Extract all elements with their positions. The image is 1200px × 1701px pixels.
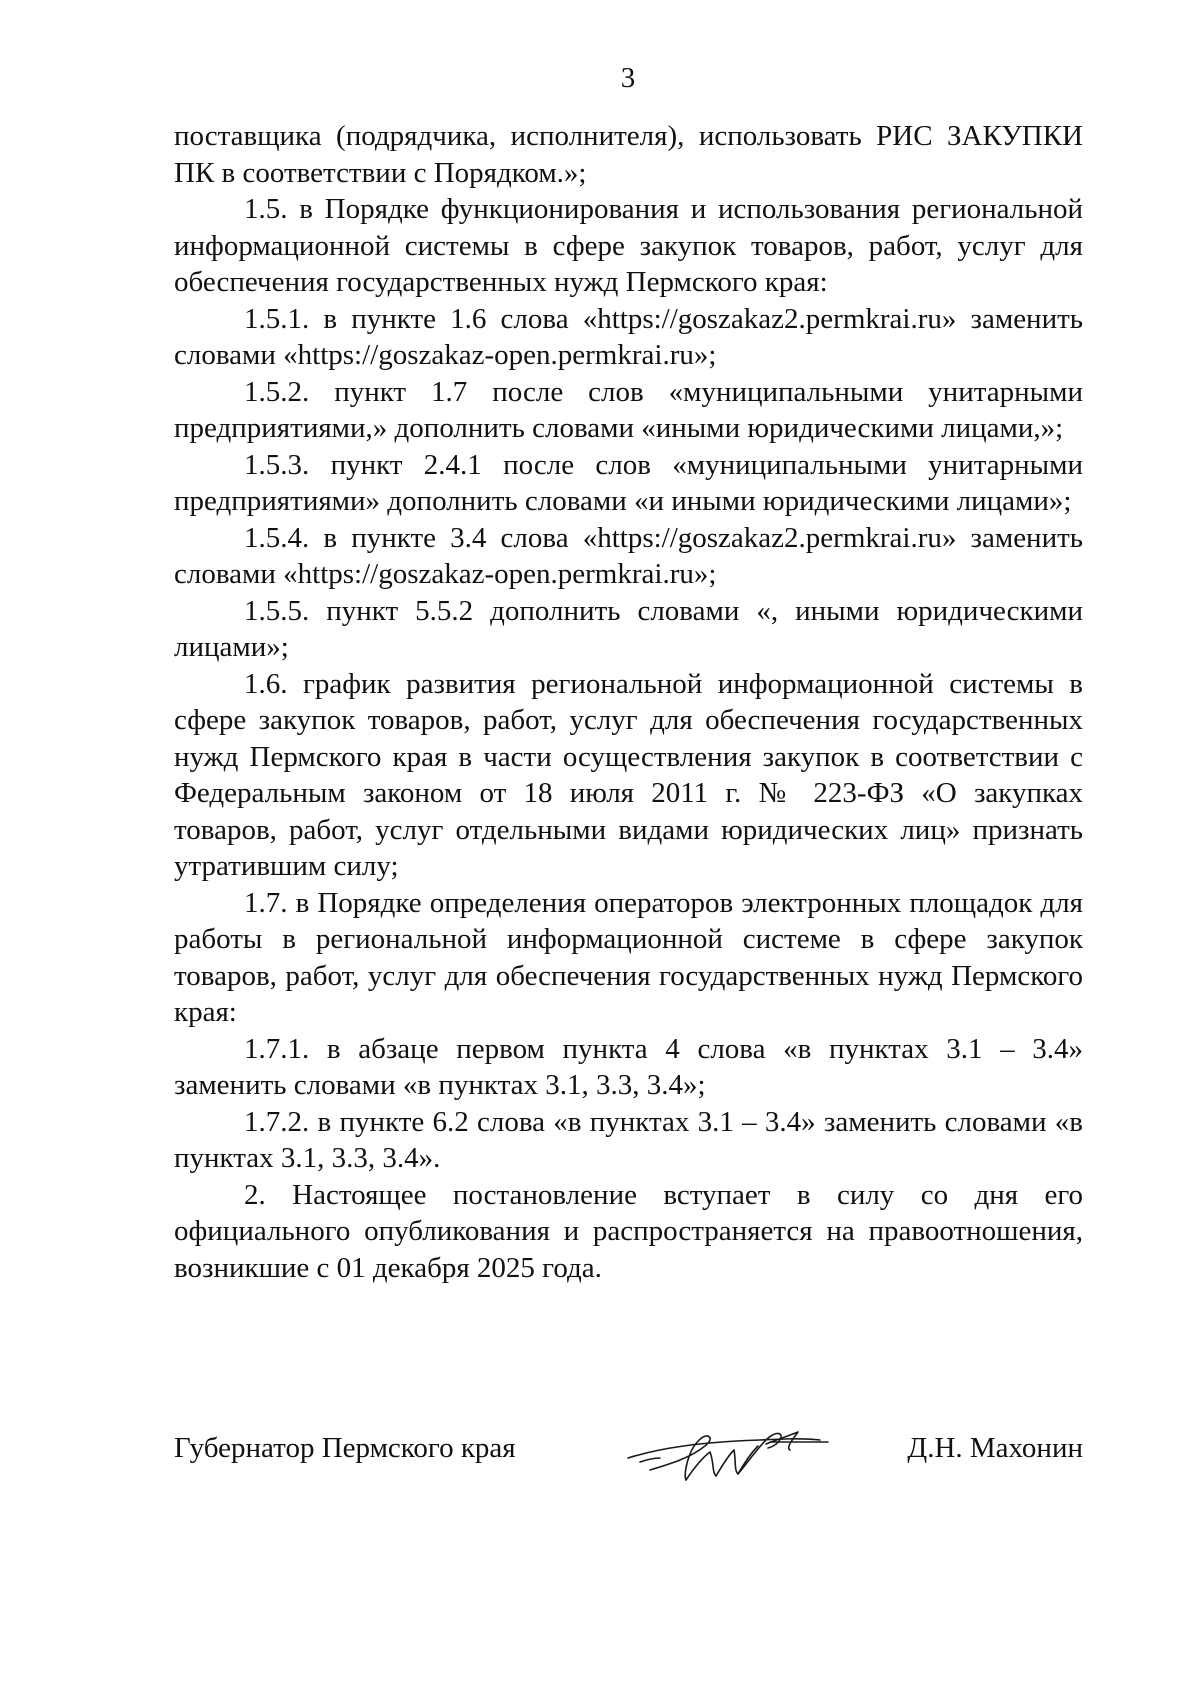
- paragraph-1-5: 1.5. в Порядке функционирования и использования региональной информационной системы в сфере закупок товаров, работ, услуг для обеспечения государственных нужд Пермского края:: [174, 193, 1083, 298]
- signature-block: [174, 1418, 1083, 1488]
- paragraph-1-7-2: 1.7.2. в пункте 6.2 слова «в пунктах 3.1 – 3.4» заменить словами «в пунктах 3.1, 3.3, 3.4».: [174, 1105, 1083, 1174]
- paragraph-1-6: 1.6. график развития региональной информационной системы в сфере закупок товаров, работ, услуг для обеспечения государственных нужд Пермского края в части осуществления закупок в соответствии с Федеральным законом от 18 июля 2011 г. № 223-ФЗ «О закупках товаров, работ, услуг отдельными видами юридических лиц» признать утратившим силу;: [174, 667, 1083, 882]
- paragraph-continuation: поставщика (подрядчика, исполнителя), использовать РИС ЗАКУПКИ ПК в соответствии с Порядком.»;: [174, 120, 1083, 189]
- document-body: [174, 118, 1083, 1286]
- page-number: 3: [620, 62, 636, 94]
- paragraph-1-7-1: 1.7.1. в абзаце первом пункта 4 слова «в пунктах 3.1 – 3.4» заменить словами «в пунктах 3.1, 3.3, 3.4»;: [174, 1032, 1083, 1101]
- paragraph-1-5-2: 1.5.2. пункт 1.7 после слов «муниципальными унитарными предприятиями,» дополнить словами «иными юридическими лицами,»;: [174, 375, 1083, 444]
- paragraph-2: 2. Настоящее постановление вступает в силу со дня его официального опубликования и распространяется на правоотношения, возникшие с 01 декабря 2025 года.: [174, 1178, 1083, 1284]
- paragraph-1-5-1: 1.5.1. в пункте 1.6 слова «https://goszakaz2.permkrai.ru» заменить словами «https://goszakaz-open.permkrai.ru»;: [174, 302, 1083, 371]
- paragraph-1-5-3: 1.5.3. пункт 2.4.1 после слов «муниципальными унитарными предприятиями» дополнить словами «и иными юридическими лицами»;: [174, 448, 1083, 517]
- paragraph-1-7: 1.7. в Порядке определения операторов электронных площадок для работы в региональной информационной системе в сфере закупок товаров, работ, услуг для обеспечения государственных нужд Пермского края:: [174, 886, 1083, 1028]
- paragraph-1-5-5: 1.5.5. пункт 5.5.2 дополнить словами «, иными юридическими лицами»;: [174, 594, 1083, 663]
- paragraph-1-5-4: 1.5.4. в пункте 3.4 слова «https://goszakaz2.permkrai.ru» заменить словами «https://goszakaz-open.permkrai.ru»;: [174, 521, 1083, 590]
- signatory-name: Д.Н. Махонин: [907, 1432, 1083, 1464]
- handwritten-signature-image: [620, 1418, 830, 1488]
- signatory-position: Губернатор Пермского края: [174, 1432, 516, 1464]
